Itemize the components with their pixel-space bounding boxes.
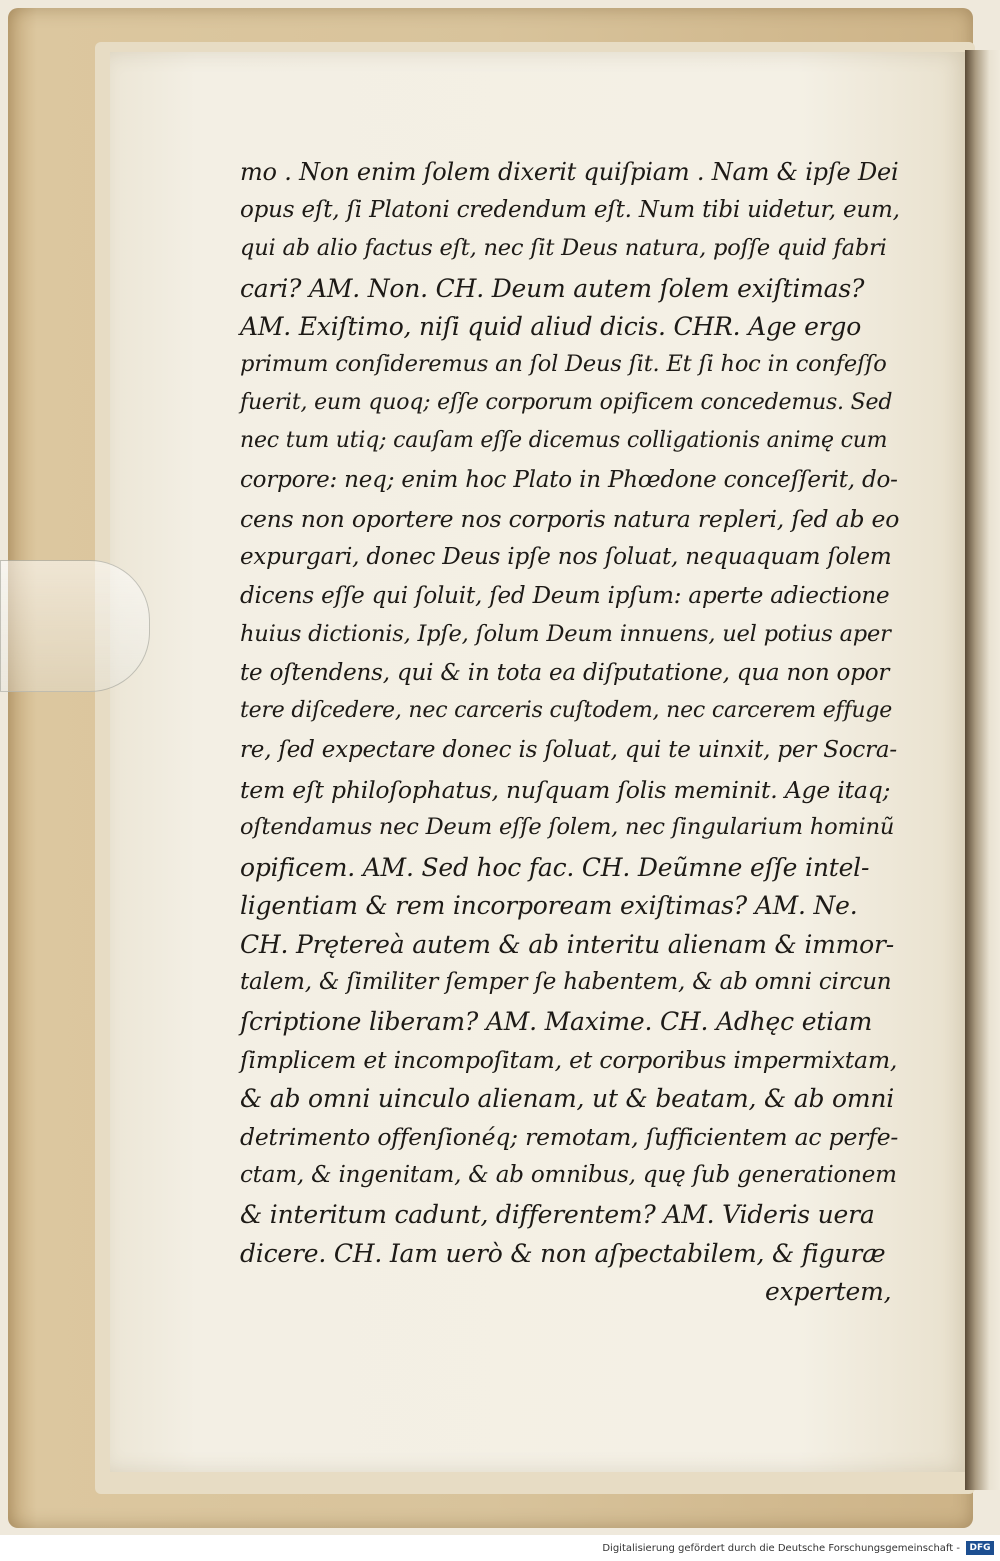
text-line: qui ab alio factus eſt, nec ſit Deus natura, poſſe quid fabri	[240, 235, 887, 262]
text-line: mo . Non enim ſolem dixerit quiſpiam . Nam & ipſe Dei	[240, 158, 899, 186]
text-line: ſimplicem et incompoſitam, et corporibus impermixtam,	[240, 1045, 898, 1074]
text-line: tere diſcedere, nec carceris cuſtodem, nec carcerem effuge	[240, 698, 893, 724]
facing-page-edge	[965, 50, 1000, 1490]
text-line: & interitum cadunt, differentem? AM. Videris uera	[240, 1200, 875, 1230]
dfg-logo: DFG	[966, 1541, 994, 1555]
text-line: cens non oportere nos corporis natura repleri, ſed ab eo	[240, 505, 900, 534]
text-line: dicens eſſe qui ſoluit, ſed Deum ipſum: aperte adiectione	[240, 582, 890, 609]
text-line: ligentiam & rem incorpoream exiſtimas? AM. Ne.	[240, 891, 858, 921]
text-line: detrimento offenſionéq; remotam, ſufficientem ac perfe-	[240, 1123, 899, 1151]
text-line: expurgari, donec Deus ipſe nos ſoluat, nequaquam ſolem	[240, 544, 892, 570]
footer	[0, 1535, 1000, 1561]
text-line: opificem. AM. Sed hoc fac. CH. Deũmne eſſe intel-	[240, 852, 870, 882]
text-line: te oſtendens, qui & in tota ea diſputatione, qua non opor	[240, 659, 890, 686]
text-line: ctam, & ingenitam, & ab omnibus, quę ſub generationem	[240, 1161, 897, 1188]
text-line: AM. Exiſtimo, niſi quid aliud dicis. CHR. Age ergo	[240, 312, 862, 342]
text-line: fuerit, eum quoq; eſſe corporum opificem concedemus. Sed	[240, 389, 893, 415]
text-line: CH. Prętereà autem & ab interitu alienam & immor-	[240, 930, 894, 959]
text-line: re, ſed expectare donec is ſoluat, qui te uinxit, per Socra-	[240, 737, 897, 763]
text-line: corpore: neq; enim hoc Plato in Phœdone conceſſerit, do-	[240, 466, 898, 493]
text-line: nec tum utiq; cauſam eſſe dicemus colligationis animę cum	[240, 428, 888, 454]
text-line: talem, & ſimiliter ſemper ſe habentem, & ab omni circun	[240, 968, 892, 995]
text-line: cari? AM. Non. CH. Deum autem ſolem exiſtimas?	[240, 273, 865, 303]
footer-credit: Digitalisierung gefördert durch die Deutsche Forschungsgemeinschaft -	[602, 1543, 960, 1554]
glass-clip	[0, 560, 150, 692]
text-line: ſcriptione liberam? AM. Maxime. CH. Adhęc etiam	[240, 1007, 873, 1037]
catchword: expertem,	[765, 1277, 892, 1307]
text-line: & ab omni uinculo alienam, ut & beatam, & ab omni	[240, 1084, 895, 1114]
text-line: dicere. CH. Iam uerò & non aſpectabilem, & figuræ	[240, 1238, 886, 1268]
text-line: huius dictionis, Ipſe, ſolum Deum innuens, uel potius aper	[240, 621, 891, 648]
text-line: tem eſt philoſophatus, nuſquam ſolis meminit. Age itaq;	[240, 775, 891, 804]
text-line: primum conſideremus an ſol Deus ſit. Et ſi hoc in confeſſo	[240, 351, 887, 377]
text-line: opus eſt, ſi Platoni credendum eſt. Num tibi uidetur, eum,	[240, 196, 900, 223]
text-line: oſtendamus nec Deum eſſe ſolem, nec ſingularium hominũ	[240, 814, 895, 841]
